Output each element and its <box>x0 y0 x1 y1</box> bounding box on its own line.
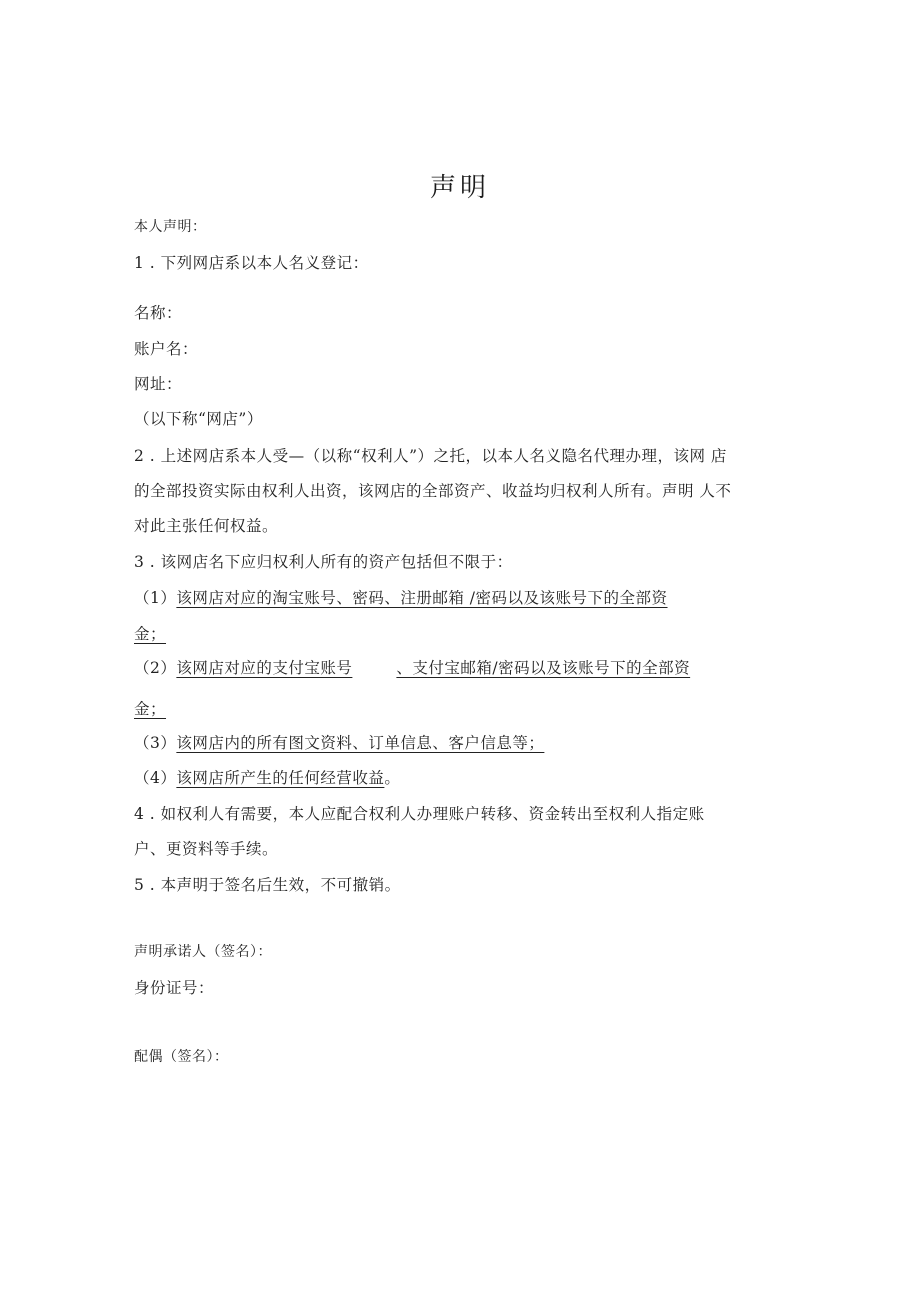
sub-item-4-text: 该网店所产生的任何经营收益 <box>176 769 385 787</box>
page-title: 声明 <box>429 173 490 203</box>
sub-item-1 <box>134 588 668 608</box>
sub-item-2-text-cont: 金； <box>134 700 167 718</box>
field-name-label: 名称： <box>134 304 183 322</box>
item-5: 5 . 本声明于签名后生效，不可撤销。 <box>134 876 401 894</box>
sub-item-2-text-a: 该网店对应的支付宝账号 <box>176 659 353 677</box>
sub-item-3 <box>134 733 544 753</box>
item-1: 1 . 下列网店系以本人名义登记： <box>134 254 369 272</box>
item-4-line-2: 户、更资料等手续。 <box>134 840 279 858</box>
sub-item-4-end: 。 <box>384 769 401 787</box>
id-number-label: 身份证号： <box>134 979 215 997</box>
sub-item-4-prefix: （4） <box>134 769 177 787</box>
intro-text: 本人声明： <box>134 219 207 235</box>
item-4-line-1: 4 . 如权利人有需要，本人应配合权利人办理账户转移、资金转出至权利人指定账 <box>134 805 705 823</box>
item-2-line-3: 对此主张任何权益。 <box>134 517 279 535</box>
sub-item-3-text: 该网店内的所有图文资料、订单信息、客户信息等； <box>176 734 545 752</box>
sub-item-2 <box>134 658 690 678</box>
sub-item-1-text-cont: 金； <box>134 625 167 643</box>
sub-item-4 <box>134 768 400 788</box>
sub-item-2-underlined-cont <box>134 700 172 718</box>
signer-label: 声明承诺人（签名）： <box>134 944 272 960</box>
item-3: 3 . 该网店名下应归权利人所有的资产包括但不限于： <box>134 553 513 571</box>
sub-item-2-cont <box>134 699 172 719</box>
sub-item-3-prefix: （3） <box>134 734 177 752</box>
spouse-signature-label: 配偶（签名）： <box>134 1049 229 1065</box>
sub-item-2-underlined <box>176 659 690 677</box>
sub-item-1-cont <box>134 624 166 644</box>
item-2-line-1: 2 . 上述网店系本人受—（以称“权利人”）之托，以本人名义隐名代理办理，该网 店 <box>134 447 727 465</box>
field-url-label: 网址： <box>134 375 183 393</box>
item-2-line-2: 的全部投资实际由权利人出资，该网店的全部资产、收益均归权利人所有。声明 人不 <box>134 482 732 500</box>
sub-item-2-text-b: 、支付宝邮箱/密码以及该账号下的全部资 <box>396 659 691 677</box>
sub-item-1-text: 该网店对应的淘宝账号、密码、注册邮箱 /密码以及该账号下的全部资 <box>176 589 668 607</box>
alias-note: （以下称“网店”） <box>134 410 263 428</box>
sub-item-1-prefix: （1） <box>134 589 177 607</box>
sub-item-2-prefix: （2） <box>134 659 177 677</box>
field-account-label: 账户名： <box>134 340 199 358</box>
